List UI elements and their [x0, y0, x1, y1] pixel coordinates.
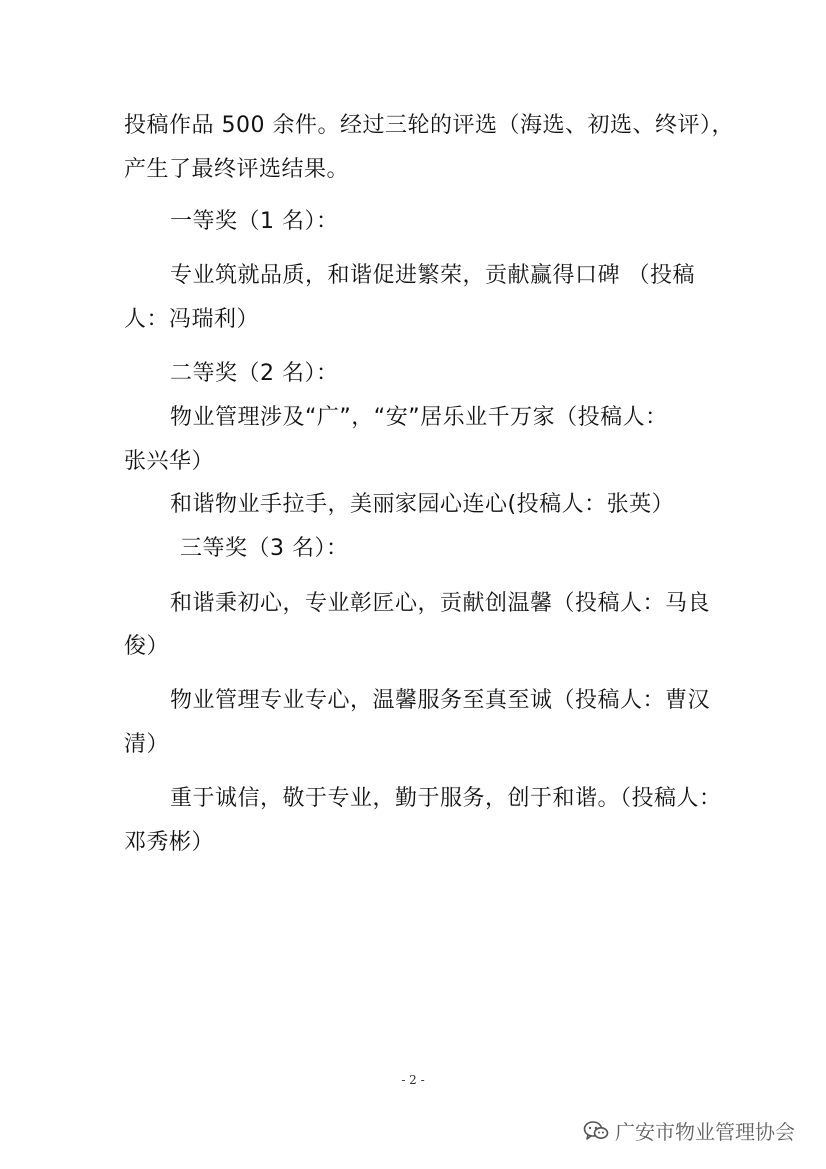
first-prize-entry-1-line-2: 人：冯瑞利）	[124, 307, 260, 332]
second-prize-heading: 二等奖（2 名）：	[170, 361, 339, 386]
second-prize-entry-2: 和谐物业手拉手，美丽家园心连心(投稿人：张英）	[170, 492, 675, 517]
third-prize-entry-2-line-2: 清）	[124, 732, 170, 757]
third-prize-entry-2-line-1: 物业管理专业专心，温馨服务至真至诚（投稿人：曹汉	[170, 688, 711, 713]
first-prize-entry-1-line-1: 专业筑就品质，和谐促进繁荣，贡献赢得口碑 （投稿	[170, 263, 695, 288]
third-prize-entry-1-line-1: 和谐秉初心，专业彰匠心，贡献创温馨（投稿人：马良	[170, 591, 711, 616]
first-prize-heading: 一等奖（1 名）：	[170, 209, 339, 234]
wechat-watermark	[583, 1116, 795, 1145]
watermark-text: 广安市物业管理协会	[615, 1120, 795, 1144]
intro-line-2: 产生了最终评选结果。	[124, 157, 350, 182]
third-prize-entry-3-line-1: 重于诚信，敬于专业，勤于服务，创于和谐。（投稿人：	[170, 786, 722, 811]
intro-line-1: 投稿作品 500 余件。经过三轮的评选（海选、初选、终评），	[124, 113, 734, 138]
wechat-icon	[583, 1120, 609, 1142]
page-number: - 2 -	[401, 1073, 425, 1087]
third-prize-entry-1-line-2: 俊）	[124, 634, 170, 659]
third-prize-heading: 三等奖（3 名）：	[180, 536, 349, 561]
second-prize-entry-1-line-1: 物业管理涉及“广”，“安”居乐业千万家（投稿人：	[170, 405, 668, 430]
third-prize-entry-3-line-2: 邓秀彬）	[124, 830, 215, 855]
second-prize-entry-1-line-2: 张兴华）	[124, 449, 215, 474]
